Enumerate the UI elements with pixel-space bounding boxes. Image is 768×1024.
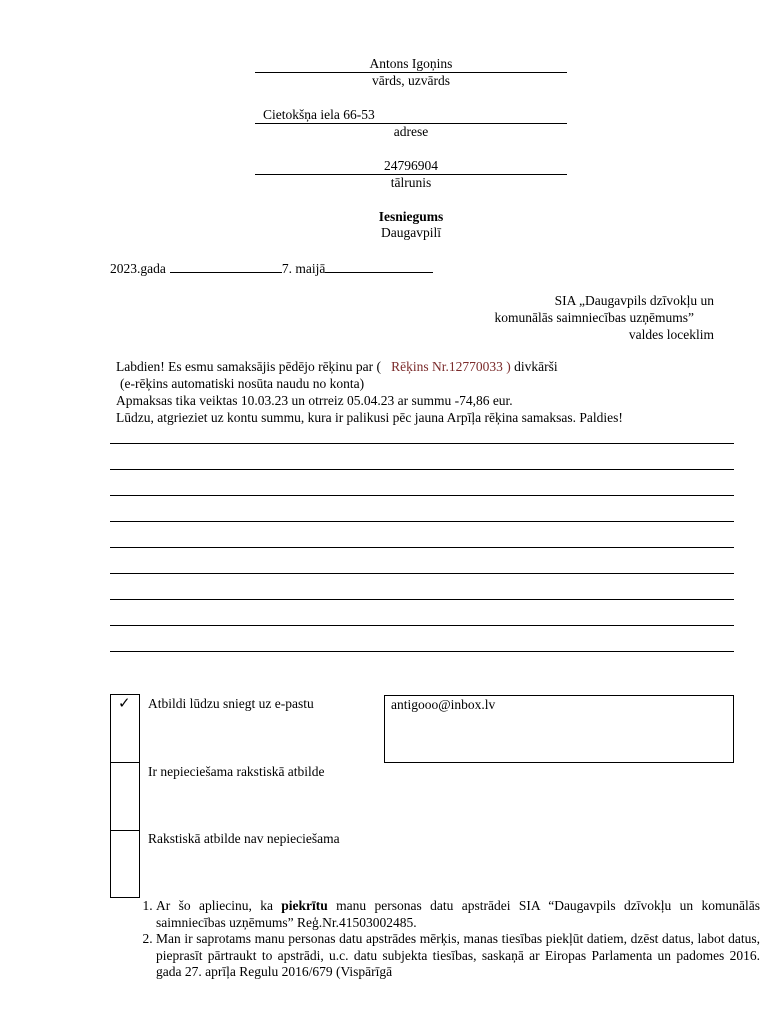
writing-line [110, 625, 734, 626]
date-day: 7. maijā [281, 261, 326, 276]
document-city: Daugavpilī [381, 225, 441, 240]
email-value: antigooo@inbox.lv [391, 697, 496, 712]
applicant-address-field [255, 107, 567, 140]
body-line-3: Apmaksas tika veiktas 10.03.23 un otrreiz 05.04.23 ar summu -74,86 eur. [116, 393, 513, 408]
recipient-line-2: komunālās saimniecības uzņēmums” [494, 310, 694, 325]
writing-line [110, 547, 734, 548]
recipient-line-3: valdes loceklim [628, 327, 714, 342]
applicant-address-caption: adrese [393, 124, 429, 139]
invoice-reference: Rēķins Nr.12770033 ) [391, 359, 511, 374]
applicant-phone: 24796904 [255, 158, 567, 175]
body-line-1-start: Labdien! Es esmu samaksājis pēdējo rēķinu par ( [116, 359, 382, 374]
option-label-no-written-reply: Rakstiskā atbilde nav nepieciešama [148, 831, 340, 846]
checkbox-no-written-reply[interactable] [110, 830, 140, 898]
date-line [110, 260, 433, 277]
writing-line [110, 521, 734, 522]
applicant-address: Cietokšņa iela 66-53 [255, 107, 567, 124]
applicant-name: Antons Igoņins [255, 56, 567, 73]
checkmark-icon: ✓ [118, 694, 131, 712]
date-blank-1 [170, 260, 282, 273]
date-blank-2 [325, 260, 433, 273]
writing-line [110, 573, 734, 574]
writing-line [110, 469, 734, 470]
applicant-phone-caption: tālrunis [390, 175, 432, 190]
consent-item-1-bold: piekrītu [281, 898, 328, 913]
date-year: 2023.gada [110, 261, 166, 276]
recipient-line-1: SIA „Daugavpils dzīvokļu un [554, 293, 714, 308]
document-heading: Iesniegums [378, 209, 444, 224]
writing-line [110, 599, 734, 600]
recipient-block [495, 292, 714, 343]
body-line-1-end: divkārši [514, 359, 558, 374]
document-title [255, 209, 567, 241]
writing-line [110, 651, 734, 652]
body-line-2: (e-rēķins automatiski nosūta naudu no konta) [120, 376, 365, 391]
checkbox-written-reply[interactable] [110, 762, 140, 831]
applicant-name-field [255, 56, 567, 89]
option-label-reply-email: Atbildi lūdzu sniegt uz e-pastu [148, 696, 314, 711]
writing-line [110, 443, 734, 444]
body-line-1 [116, 358, 736, 375]
request-body [116, 358, 736, 426]
applicant-phone-field [255, 158, 567, 191]
option-label-written-reply: Ir nepieciešama rakstiskā atbilde [148, 764, 325, 779]
checkbox-reply-email[interactable] [110, 694, 140, 763]
consent-item-2: 2. Man ir saprotams manu personas datu apstrādes mērķis, manas tiesības piekļūt datiem, dzēst datus, labot datus, pieprasīt pārtraukt to apstrādi, u.c. datu subjekta tiesības, saskaņā ar Eiropas Parlamenta un padomes 2016. gada 27. aprīļa Regulu 2016/679 (Vispārīgā [156, 931, 760, 981]
consent-item-1 [156, 898, 760, 931]
consent-list [110, 898, 760, 981]
body-line-4: Lūdzu, atgrieziet uz kontu summu, kura ir palikusi pēc jauna Arpīļa rēķina samaksas. Paldies! [116, 410, 623, 425]
consent-item-1-end: manu personas datu apstrādei SIA “Daugavpils dzīvokļu un komunālās saimniecības uzņēmums” Reģ.Nr.41503002485. [156, 898, 760, 930]
consent-item-1-start: Ar šo apliecinu, ka [156, 898, 282, 913]
email-field[interactable] [384, 695, 734, 763]
applicant-name-caption: vārds, uzvārds [372, 73, 450, 88]
writing-line [110, 495, 734, 496]
